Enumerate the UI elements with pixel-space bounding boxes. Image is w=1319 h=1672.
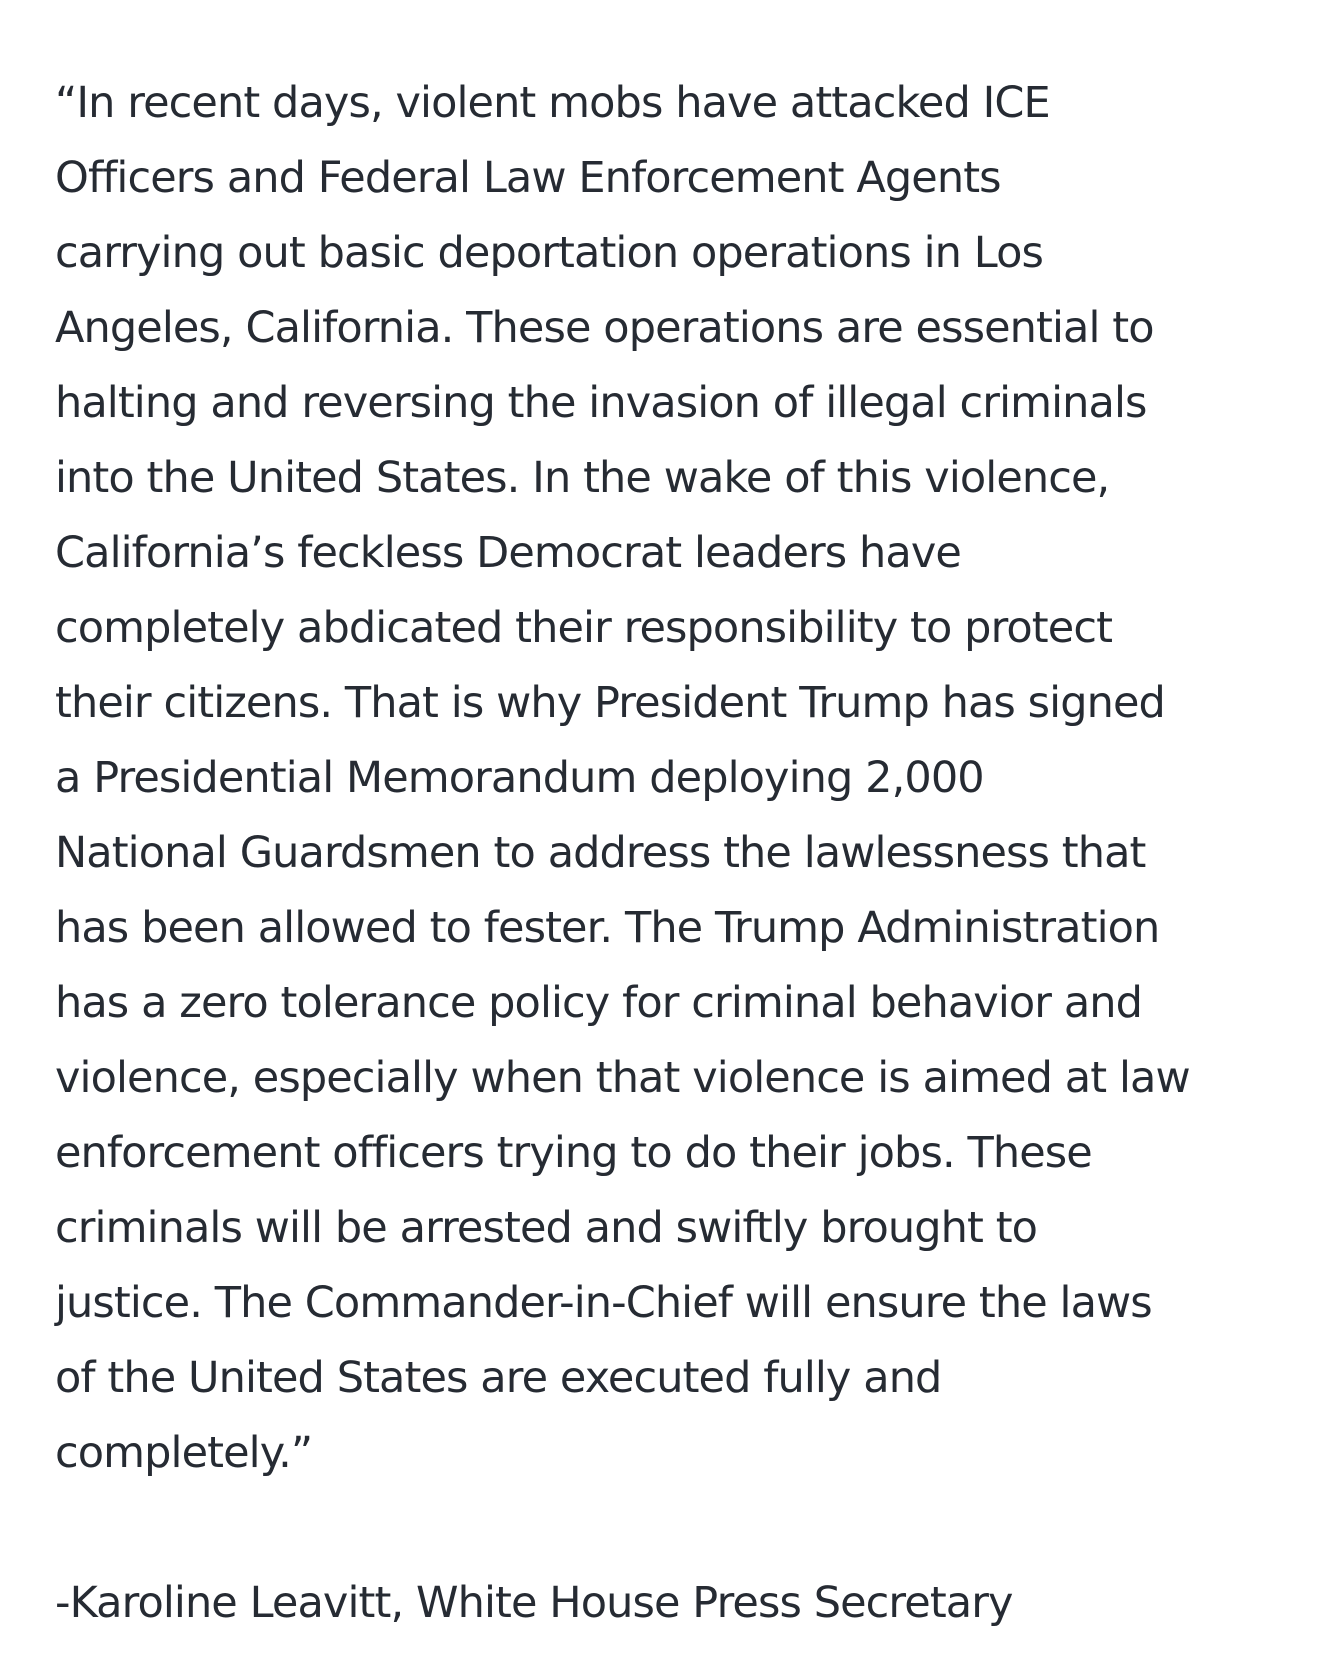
quote-line: enforcement officers trying to do their jobs. These — [55, 1128, 1092, 1178]
quote-line: violence, especially when that violence is aimed at law — [55, 1053, 1190, 1103]
quote-line: their citizens. That is why President Trump has signed — [55, 678, 1165, 728]
quote-line: into the United States. In the wake of this violence, — [55, 453, 1110, 503]
quote-line: completely abdicated their responsibility to protect — [55, 603, 1113, 653]
quote-line: California’s feckless Democrat leaders have — [55, 528, 961, 578]
press-statement — [55, 66, 1285, 1641]
quote-line: has a zero tolerance policy for criminal behavior and — [55, 978, 1143, 1028]
quote-line: Officers and Federal Law Enforcement Agents — [55, 153, 1001, 203]
quote-line: of the United States are executed fully and — [55, 1353, 942, 1403]
quote-line: Angeles, California. These operations are essential to — [55, 303, 1154, 353]
quote-line: a Presidential Memorandum deploying 2,000 — [55, 753, 984, 803]
quote-line: halting and reversing the invasion of illegal criminals — [55, 378, 1147, 428]
quote-text — [55, 66, 1285, 1491]
attribution: -Karoline Leavitt, White House Press Secretary — [55, 1578, 1013, 1628]
quote-line: criminals will be arrested and swiftly brought to — [55, 1203, 1038, 1253]
quote-line: National Guardsmen to address the lawlessness that — [55, 828, 1146, 878]
quote-line: carrying out basic deportation operations in Los — [55, 228, 1043, 278]
quote-line: completely.” — [55, 1428, 313, 1478]
quote-line: “In recent days, violent mobs have attacked ICE — [55, 78, 1050, 128]
quote-line: has been allowed to fester. The Trump Administration — [55, 903, 1160, 953]
quote-line: justice. The Commander-in-Chief will ensure the laws — [55, 1278, 1152, 1328]
